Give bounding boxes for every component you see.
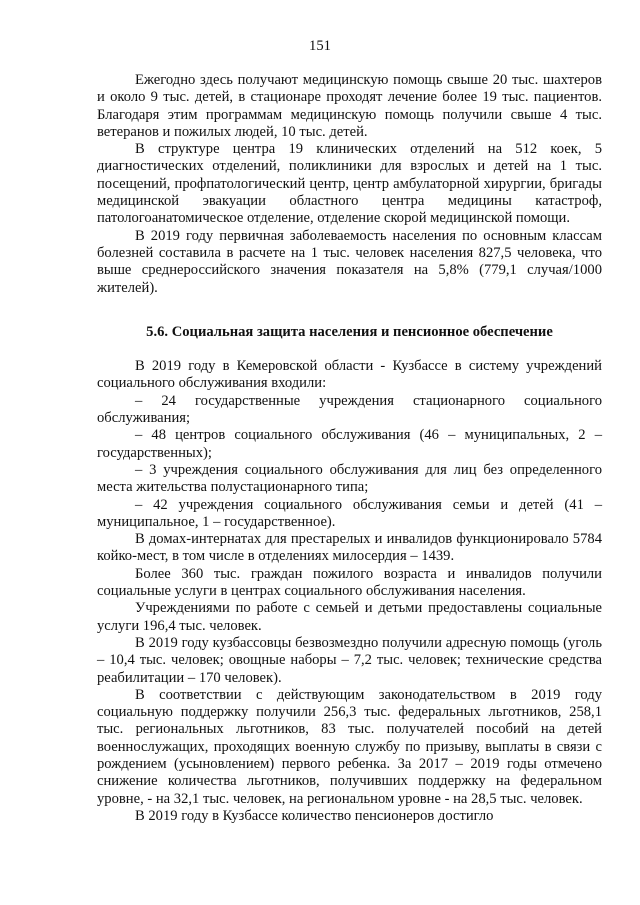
page-number: 151 — [309, 38, 331, 54]
list-item: – 3 учреждения социального обслуживания для лиц без определенного места жительства полустационарного типа; — [97, 461, 602, 496]
paragraph: В 2019 году кузбассовцы безвозмездно получили адресную помощь (уголь – 10,4 тыс. человек; овощные наборы – 7,2 тыс. человек; технические средства реабилитации – 170 человек). — [97, 634, 602, 686]
paragraph: В структуре центра 19 клинических отделений на 512 коек, 5 диагностических отделений, поликлиники для взрослых и детей на 1 тыс. посещений, профпатологический центр, центр амбулаторной хирургии, бригады медицинской эвакуации областного центра медицины катастроф, патологоанатомическое отделение, отделение скорой медицинской помощи. — [97, 141, 602, 227]
list-item: – 48 центров социального обслуживания (46 – муниципальных, 2 – государственных); — [97, 427, 602, 461]
page-content — [97, 72, 602, 825]
section-heading: 5.6. Социальная защита населения и пенсионное обеспечение — [146, 323, 553, 340]
list-item: – 42 учреждения социального обслуживания семьи и детей (41 – муниципальное, 1 – государственное). — [97, 496, 602, 530]
paragraph: Более 360 тыс. граждан пожилого возраста и инвалидов получили социальные услуги в центрах социального обслуживания населения. — [97, 565, 602, 600]
list-item: – 24 государственные учреждения стационарного социального обслуживания; — [97, 392, 602, 427]
paragraph: Ежегодно здесь получают медицинскую помощь свыше 20 тыс. шахтеров и около 9 тыс. детей, в стационаре проходят лечение более 19 тыс. пациентов. Благодаря этим программам медицинскую помощь получили свыше 4 тыс. ветеранов и пожилых людей, 10 тыс. детей. — [97, 72, 602, 140]
paragraph: В 2019 году в Кемеровской области - Кузбассе в систему учреждений социального обслуживания входили: — [97, 358, 602, 392]
paragraph: Учреждениями по работе с семьей и детьми предоставлены социальные услуги 196,4 тыс. человек. — [97, 600, 602, 634]
paragraph: В 2019 году первичная заболеваемость населения по основным классам болезней составила в расчете на 1 тыс. человек населения 827,5 человека, что выше среднероссийского значения показателя на 5,8% (779,1 случая/1000 жителей). — [97, 227, 602, 296]
paragraph: В соответствии с действующим законодательством в 2019 году социальную поддержку получили 256,3 тыс. федеральных льготников, 258,1 тыс. региональных льготников, 83 тыс. получателей пособий на детей военнослужащих, проходящих военную службу по призыву, выплаты в связи с рождением (усыновлением) первого ребенка. За 2017 – 2019 годы отмечено снижение количества льготников, получивших поддержку на федеральном уровне, - на 32,1 тыс. человек, на региональном уровне - на 28,5 тыс. человек. — [97, 686, 602, 807]
paragraph: В домах-интернатах для престарелых и инвалидов функционировало 5784 койко-мест, в том числе в отделениях милосердия – 1439. — [97, 531, 602, 565]
paragraph: В 2019 году в Кузбассе количество пенсионеров достигло — [135, 807, 494, 824]
